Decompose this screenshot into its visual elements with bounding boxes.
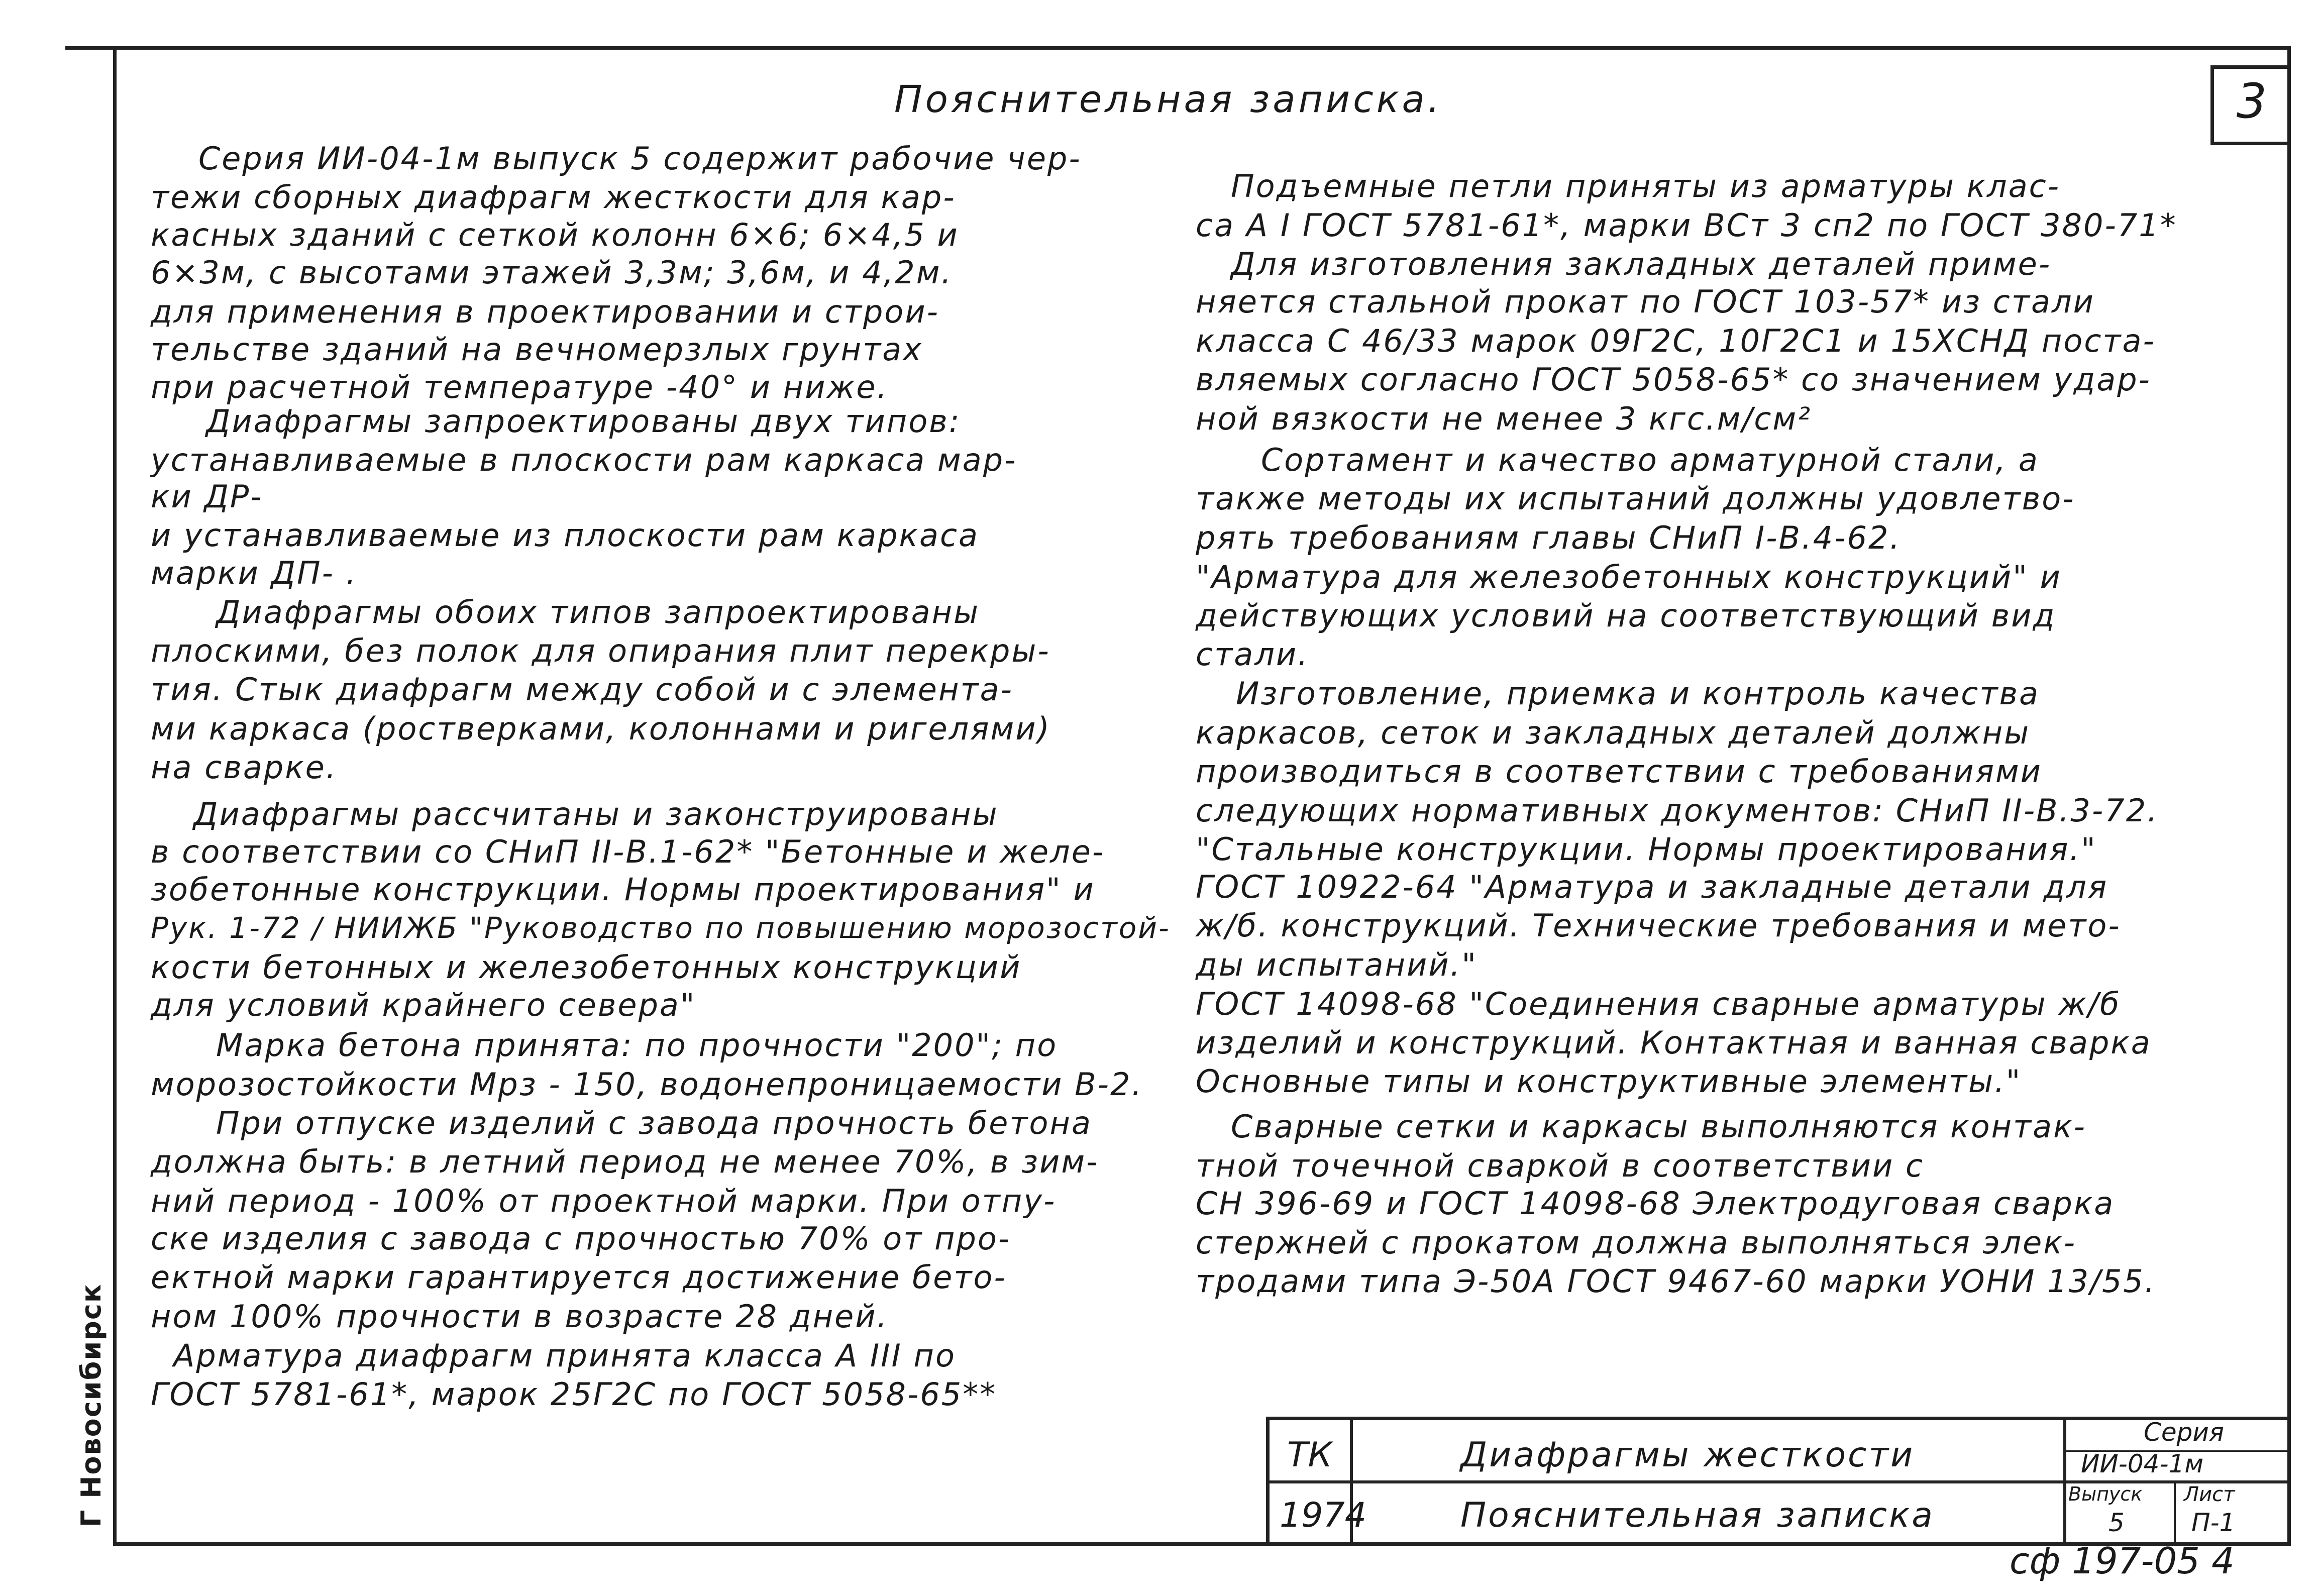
year: 1974 (1280, 1496, 1367, 1535)
text-line: тной точечной сваркой в соответствии с (1196, 1147, 1925, 1184)
text-line: стержней с прокатом должна выполняться элек- (1196, 1224, 2077, 1261)
text-line: должна быть: в летний период не менее 70%, в зим- (151, 1143, 1099, 1180)
issue-value: 5 (2108, 1508, 2125, 1537)
text-line: ГОСТ 10922-64 "Арматура и закладные детали для (1196, 869, 2108, 905)
text-line: действующих условий на соответствующий вид (1196, 597, 2056, 634)
drawing-title: Диафрагмы жесткости (1460, 1435, 1915, 1475)
text-line: производиться в соответствии с требованиями (1196, 753, 2042, 790)
text-line: ний период - 100% от проектной марки. При отпу- (151, 1183, 1057, 1219)
text-line: Сортамент и качество арматурной стали, а (1261, 442, 2039, 478)
text-line: рять требованиям главы СНиП I-В.4-62. (1196, 519, 1902, 556)
text-line: 6×3м, с высотами этажей 3,3м; 3,6м, и 4,2м. (151, 254, 953, 291)
title-block (1266, 1417, 2291, 1546)
text-line: морозостойкости Мрз - 150, водонепроницаемости В-2. (151, 1066, 1143, 1103)
sheet-label: Лист (2184, 1483, 2235, 1506)
text-line: для условий крайнего севера" (151, 987, 696, 1023)
text-line: и устанавливаемые из плоскости рам каркаса (151, 517, 980, 554)
document-code: сф 197-05 4 (2010, 1540, 2235, 1582)
text-line: ды испытаний." (1196, 946, 1478, 983)
text-line: стали. (1196, 636, 1309, 673)
text-line: Марка бетона принята: по прочности "200"; по (216, 1027, 1058, 1063)
text-line: ной вязкости не менее 3 кгс.м/см² (1196, 400, 1812, 437)
text-line: класса С 46/33 марок 09Г2С, 10Г2С1 и 15ХСНД поста- (1196, 323, 2156, 359)
text-line: касных зданий с сеткой колонн 6×6; 6×4,5 и (151, 217, 959, 253)
page-title: Пояснительная записка. (894, 78, 1443, 121)
text-line: для применения в проектировании и строи- (151, 293, 940, 330)
text-line: тельстве зданий на вечномерзлых грунтах (151, 331, 923, 368)
text-line: Арматура диафрагм принята класса А III по (173, 1337, 956, 1374)
text-line: ГОСТ 14098-68 "Соединения сварные арматуры ж/б (1196, 986, 2121, 1022)
text-line: следующих нормативных документов: СНиП II-В.3-72. (1196, 792, 2159, 829)
text-line: са А I ГОСТ 5781-61*, марки ВСт 3 сп2 по ГОСТ 380-71* (1196, 207, 2177, 244)
text-line: Для изготовления закладных деталей приме- (1231, 246, 2052, 282)
text-line: ном 100% прочности в возрасте 28 дней. (151, 1298, 889, 1335)
frame-left-border (113, 46, 117, 1546)
text-line: Диафрагмы рассчитаны и законструированы (193, 796, 999, 832)
series-value: ИИ-04-1м (2081, 1449, 2204, 1478)
issue-label: Выпуск (2068, 1483, 2143, 1505)
text-line: тродами типа Э-50А ГОСТ 9467-60 марки УОНИ 13/55. (1196, 1263, 2156, 1300)
text-line: При отпуске изделий с завода прочность бетона (216, 1105, 1092, 1141)
text-line: ГОСТ 5781-61*, марок 25Г2С по ГОСТ 5058-65** (151, 1376, 997, 1413)
text-line: устанавливаемые в плоскости рам каркаса мар- (151, 442, 1017, 478)
text-line: каркасов, сеток и закладных деталей должны (1196, 714, 2031, 751)
series-label: Серия (2144, 1418, 2224, 1447)
text-line: Основные типы и конструктивные элементы." (1196, 1063, 2022, 1100)
text-line: ж/б. конструкций. Технические требования и мето- (1196, 907, 2121, 944)
text-line: Рук. 1-72 / НИИЖБ "Руководство по повышению морозостой- (151, 911, 1171, 945)
text-line: вляемых согласно ГОСТ 5058-65* со значением удар- (1196, 361, 2151, 398)
text-line: кости бетонных и железобетонных конструкций (151, 949, 1022, 986)
sheet-value: П-1 (2191, 1508, 2236, 1537)
text-line: "Арматура для железобетонных конструкций" и (1196, 559, 2062, 595)
text-line: тия. Стык диафрагм между собой и с элемента- (151, 671, 1013, 708)
text-line: Изготовление, приемка и контроль качества (1236, 675, 2040, 712)
text-line: тежи сборных диафрагм жесткости для кар- (151, 179, 956, 216)
frame-top-border (65, 46, 2291, 50)
text-line: "Стальные конструкции. Нормы проектирования." (1196, 831, 2097, 868)
text-line: при расчетной температуре -40° и ниже. (151, 369, 889, 405)
text-line: на сварке. (151, 749, 338, 786)
text-line: зобетонные конструкции. Нормы проектирования" и (151, 871, 1095, 908)
city-stamp-text: Г Новосибирск (75, 1283, 107, 1527)
text-line: Серия ИИ-04-1м выпуск 5 содержит рабочие чер- (198, 140, 1082, 177)
text-line: СН 396-69 и ГОСТ 14098-68 Электродуговая сварка (1196, 1185, 2115, 1222)
text-line: ске изделия с завода с прочностью 70% от про- (151, 1220, 1011, 1257)
text-line: Диафрагмы обоих типов запроектированы (216, 594, 980, 630)
text-line: Подъемные петли приняты из арматуры клас- (1231, 168, 2061, 204)
sheet-title: Пояснительная записка (1460, 1496, 1935, 1535)
org-code: ТК (1287, 1435, 1332, 1475)
text-line: в соответствии со СНиП II-В.1-62* "Бетонные и желе- (151, 833, 1105, 870)
margin-stamp (70, 1206, 111, 1532)
text-line: Диафрагмы запроектированы двух типов: (206, 403, 961, 440)
text-line: ки ДР- (151, 478, 263, 515)
text-line: марки ДП- . (151, 555, 358, 591)
frame-right-border (2287, 46, 2291, 1546)
text-line: Сварные сетки и каркасы выполняются контак- (1231, 1108, 2086, 1145)
text-line: няется стальной прокат по ГОСТ 103-57* из стали (1196, 283, 2095, 320)
text-line: ектной марки гарантируется достижение бето- (151, 1259, 1007, 1296)
text-line: ми каркаса (ростверками, колоннами и ригелями) (151, 710, 1051, 747)
sheet-number: 3 (2236, 74, 2267, 129)
sheet-number-box (2210, 65, 2289, 145)
text-line: изделий и конструкций. Контактная и ванная сварка (1196, 1024, 2152, 1061)
text-line: также методы их испытаний должны удовлетво- (1196, 480, 2075, 517)
text-line: плоскими, без полок для опирания плит перекры- (151, 632, 1050, 669)
